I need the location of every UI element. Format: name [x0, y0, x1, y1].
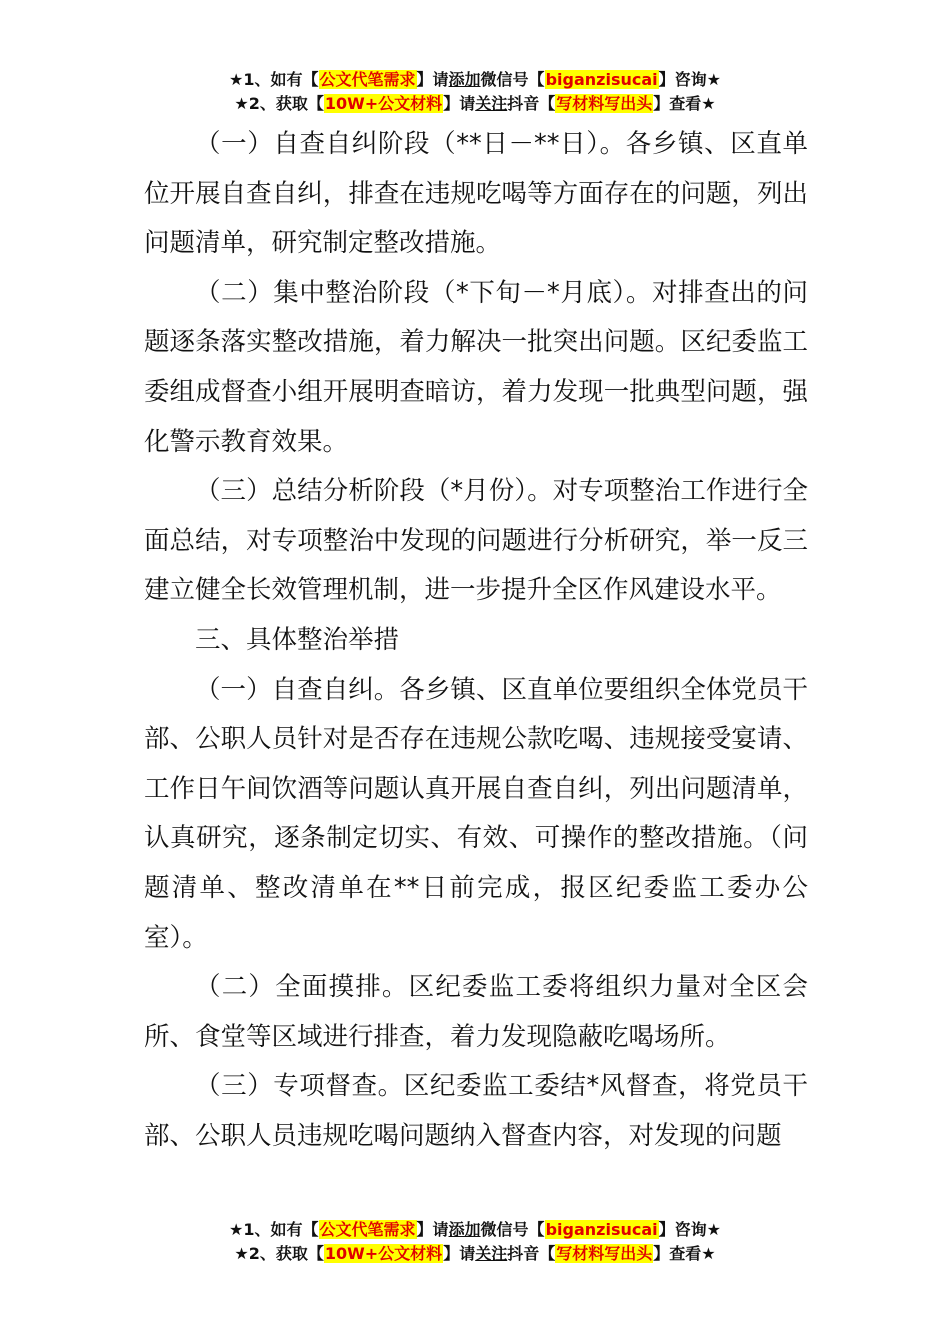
promo-line-2-suffix: 】查看★ [653, 1244, 716, 1263]
promo-line-1-bottom [0, 1218, 950, 1242]
paragraph-comprehensive-survey: （二）全面摸排。区纪委监工委将组织力量对全区会所、食堂等区域进行排查，着力发现隐蔽吃喝场所。 [144, 972, 808, 1052]
promo-line-2-highlight-1: 10W+公文材料 [324, 1244, 443, 1263]
promo-line-2 [0, 92, 950, 116]
promo-line-2-mid-1: 】请 [443, 1244, 476, 1263]
promo-line-1-highlight-1: 公文代笔需求 [319, 1220, 416, 1239]
promo-line-2-prefix: ★2、获取【 [234, 94, 324, 113]
promo-line-1-suffix: 】咨询★ [658, 1220, 721, 1239]
promo-line-2-prefix: ★2、获取【 [234, 1244, 324, 1263]
promo-line-2-underline: 关注 [475, 1244, 508, 1263]
promo-line-1-prefix: ★1、如有【 [229, 1220, 319, 1239]
promo-line-1-mid-1: 】请 [416, 70, 449, 89]
promo-line-1-prefix: ★1、如有【 [229, 70, 319, 89]
promo-banner-bottom [0, 1218, 950, 1266]
promo-line-2-bottom [0, 1242, 950, 1266]
promo-line-1-highlight-2: biganzisucai [545, 1220, 658, 1239]
paragraph-summary-analysis-stage: （三）总结分析阶段（*月份）。对专项整治工作进行全面总结，对专项整治中发现的问题进行分析研究，举一反三建立健全长效管理机制，进一步提升全区作风建设水平。 [144, 476, 808, 606]
promo-line-2-underline: 关注 [475, 94, 508, 113]
paragraph-self-check-stage: （一）自查自纠阶段（**日－**日）。各乡镇、区直单位开展自查自纠，排查在违规吃喝等方面存在的问题，列出问题清单，研究制定整改措施。 [144, 129, 808, 259]
promo-line-2-mid-2: 抖音【 [507, 1244, 556, 1263]
promo-line-2-highlight-2: 写材料写出头 [556, 1244, 653, 1263]
paragraph-self-check-measure: （一）自查自纠。各乡镇、区直单位要组织全体党员干部、公职人员针对是否存在违规公款吃喝、违规接受宴请、工作日午间饮酒等问题认真开展自查自纠，列出问题清单，认真研究，逐条制定切实、有效、可操作的整改措施。（问题清单、整改清单在**日前完成，报区纪委监工委办公室）。 [144, 674, 808, 953]
promo-line-2-highlight-1: 10W+公文材料 [324, 94, 443, 113]
promo-banner-top [0, 68, 950, 116]
paragraph-special-inspection: （三）专项督查。区纪委监工委结*风督查，将党员干部、公职人员违规吃喝问题纳入督查内容，对发现的问题 [144, 1071, 808, 1151]
promo-line-1-suffix: 】咨询★ [658, 70, 721, 89]
promo-line-2-mid-1: 】请 [443, 94, 476, 113]
promo-line-1-mid-2: 微信号【 [480, 70, 545, 89]
promo-line-1-underline: 添加 [448, 1220, 481, 1239]
promo-line-1 [0, 68, 950, 92]
promo-line-1-mid-1: 】请 [416, 1220, 449, 1239]
promo-line-2-mid-2: 抖音【 [507, 94, 556, 113]
promo-line-1-highlight-2: biganzisucai [545, 70, 658, 89]
promo-line-1-highlight-1: 公文代笔需求 [319, 70, 416, 89]
promo-line-1-mid-2: 微信号【 [480, 1220, 545, 1239]
paragraph-concentrated-rectification-stage: （二）集中整治阶段（*下旬－*月底）。对排查出的问题逐条落实整改措施，着力解决一批突出问题。区纪委监工委组成督查小组开展明查暗访，着力发现一批典型问题，强化警示教育效果。 [144, 277, 808, 457]
document-body [144, 120, 808, 1161]
section-heading-measures: 三、具体整治举措 [195, 624, 400, 655]
promo-line-2-highlight-2: 写材料写出头 [556, 94, 653, 113]
promo-line-1-underline: 添加 [448, 70, 481, 89]
promo-line-2-suffix: 】查看★ [653, 94, 716, 113]
